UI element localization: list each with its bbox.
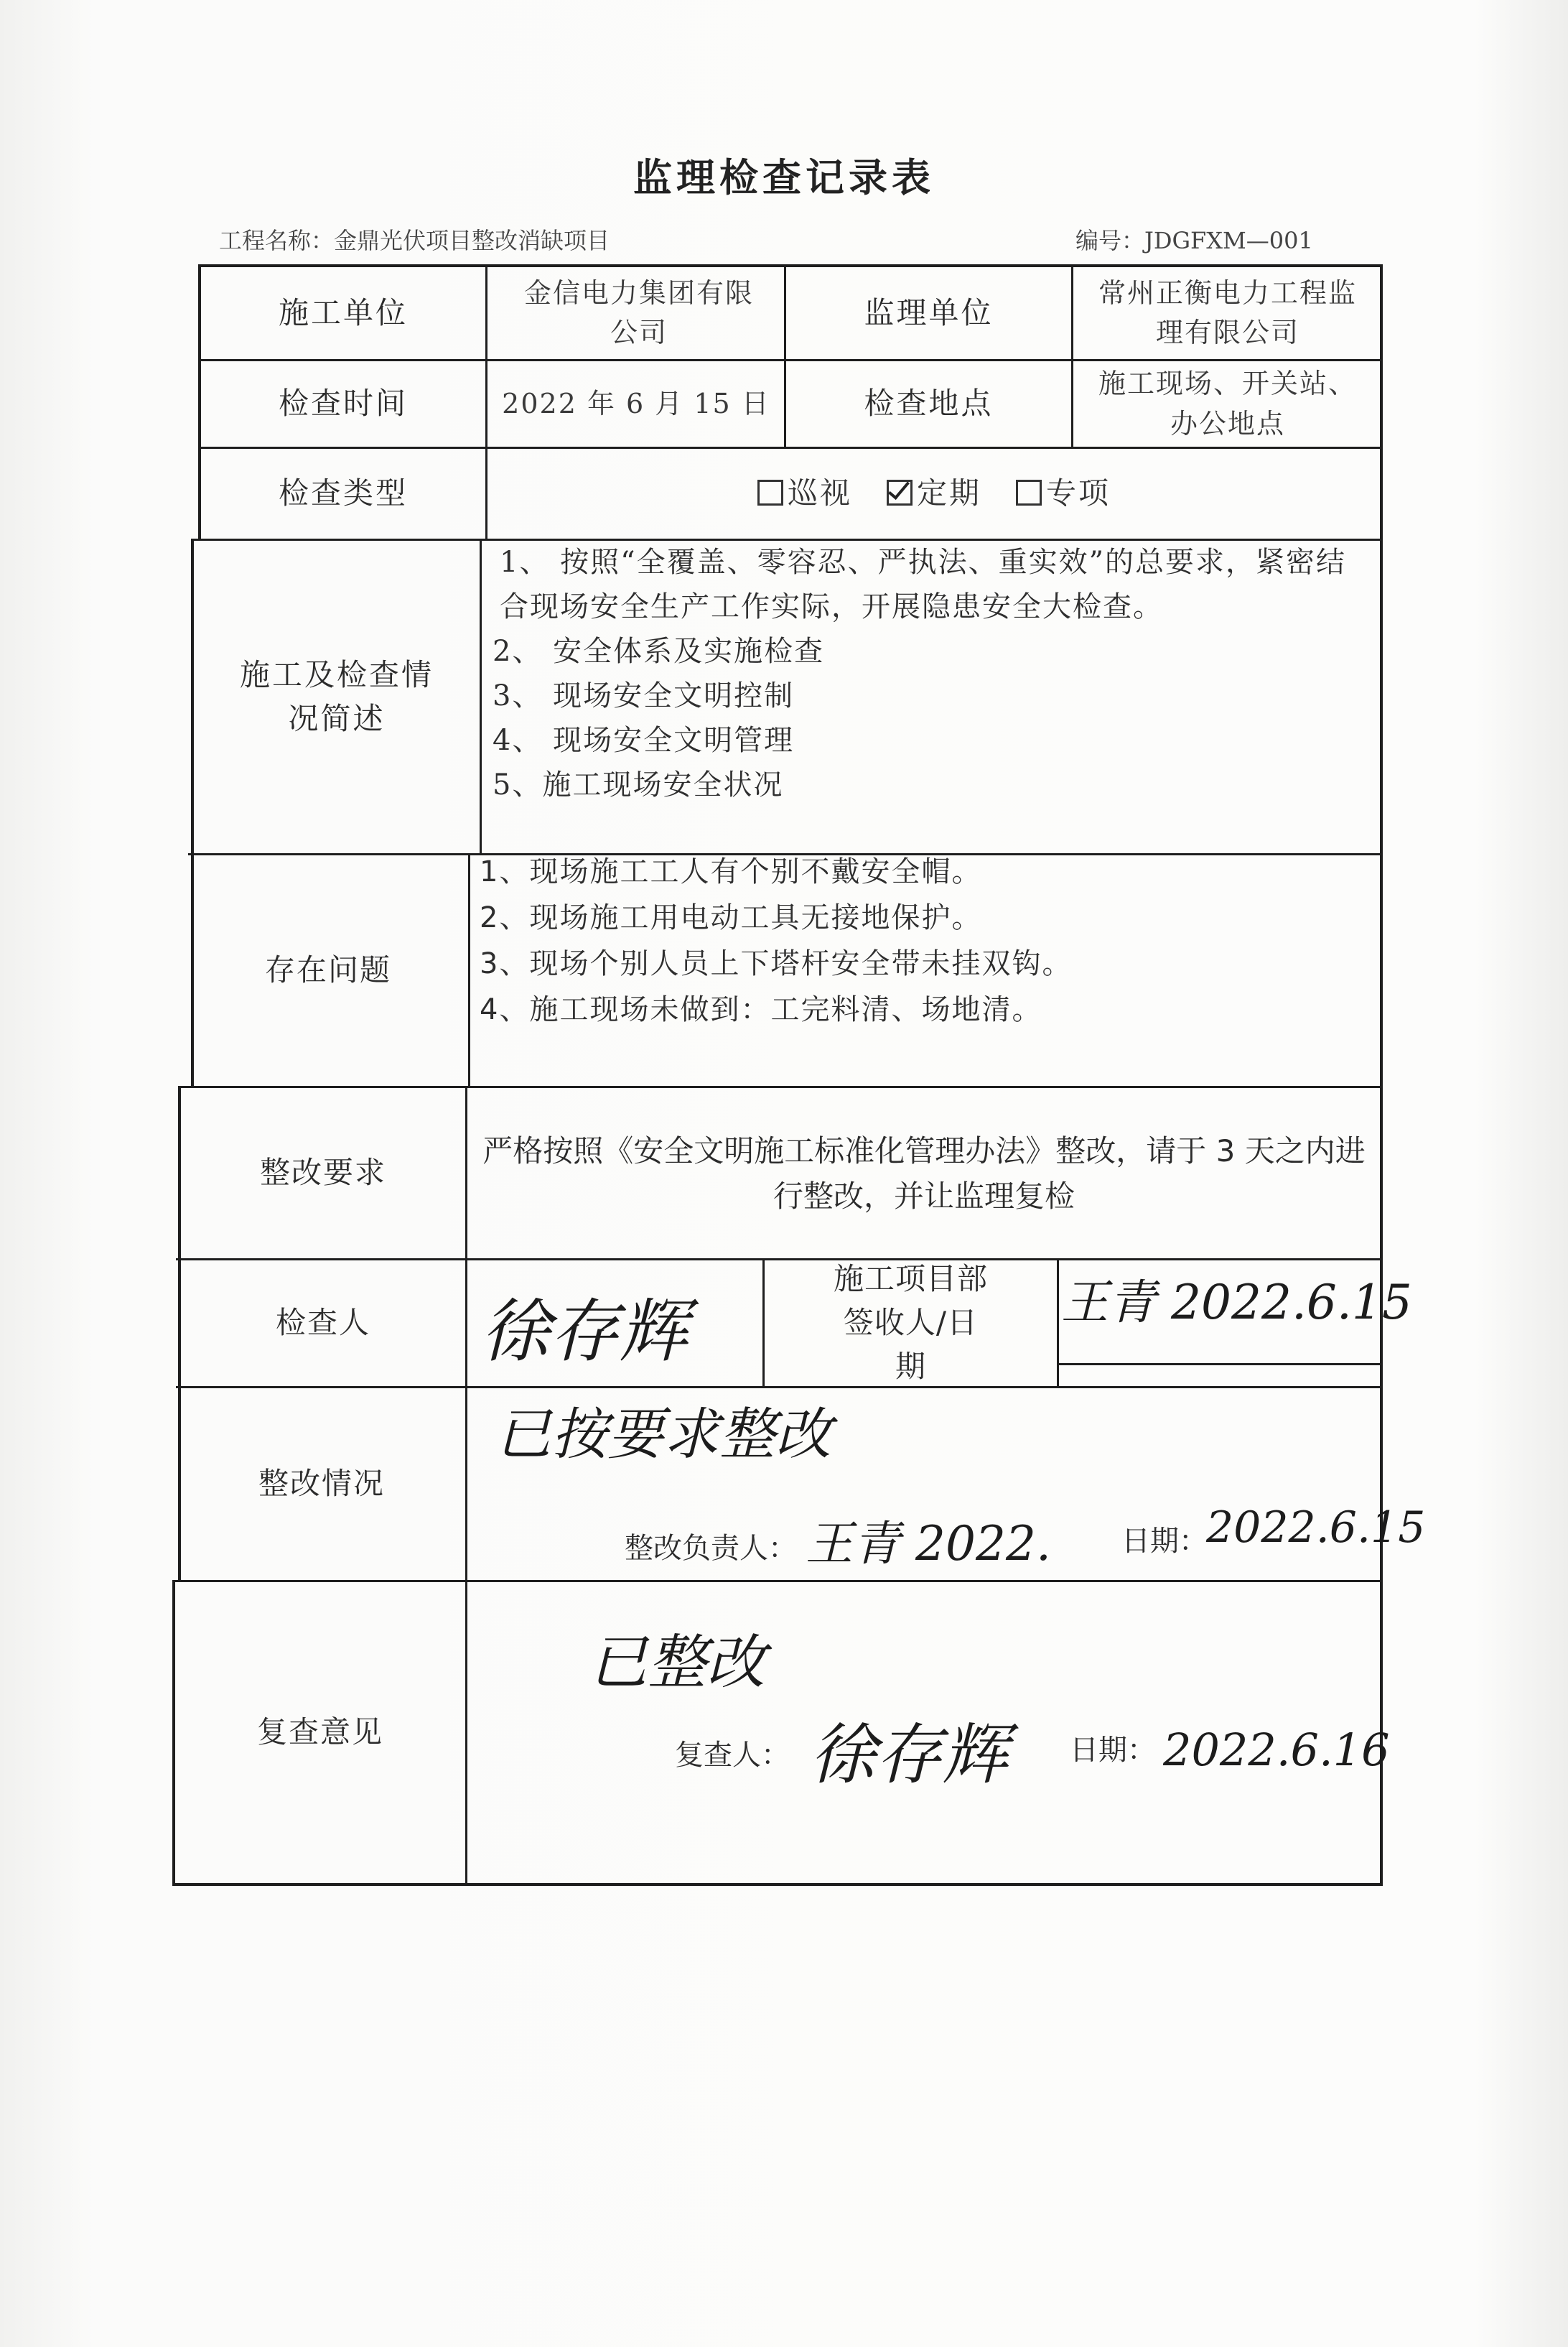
checkbox-special-icon <box>1016 480 1042 506</box>
rectify-date-value: 2022.6.15 <box>1206 1502 1426 1553</box>
summary-item: 5、施工现场安全状况 <box>493 768 784 801</box>
inspection-type-options <box>488 449 1380 539</box>
option-special: 专项 <box>1016 472 1111 516</box>
time-value: 2022 年 6 月 15 日 <box>502 387 770 419</box>
review-label: 复查意见 <box>256 1714 383 1750</box>
review-note: 已整改 <box>589 1629 765 1697</box>
problem-item: 4、施工现场未做到：工完料清、场地清。 <box>480 993 1042 1026</box>
time-label: 检查时间 <box>278 386 408 422</box>
summary-item: 3、 现场安全文明控制 <box>493 679 795 712</box>
requirement-label: 整改要求 <box>259 1155 386 1191</box>
dept-receiver-signature-date: 王青 2022.6.15 <box>1061 1275 1412 1330</box>
reviewer-label: 复查人： <box>675 1739 790 1772</box>
review-date-value: 2022.6.16 <box>1163 1724 1390 1776</box>
form-title: 监理检查记录表 <box>633 154 935 200</box>
project-name: 工程名称：金鼎光伏项目整改消缺项目 <box>219 227 610 254</box>
rectify-date-label: 日期： <box>1121 1525 1208 1558</box>
checkbox-periodic-checked-icon <box>887 480 913 506</box>
place-value: 施工现场、开关站、办公地点 <box>1098 368 1357 440</box>
checkbox-patrol-icon <box>757 480 783 506</box>
option-patrol: 巡视 <box>757 472 852 516</box>
review-date-label: 日期： <box>1070 1734 1156 1767</box>
inspector-label: 检查人 <box>275 1305 370 1341</box>
supervisor-value: 常州正衡电力工程监理有限公司 <box>1098 276 1357 348</box>
reviewer-signature: 徐存辉 <box>810 1716 1009 1793</box>
summary-list <box>493 540 1373 807</box>
problem-item: 2、现场施工用电动工具无接地保护。 <box>480 901 982 934</box>
problem-item: 1、现场施工工人有个别不戴安全帽。 <box>480 855 982 888</box>
problem-item: 3、现场个别人员上下塔杆安全带未挂双钩。 <box>480 947 1073 980</box>
contractor-label: 施工单位 <box>278 294 408 330</box>
requirement-text: 严格按照《安全文明施工标准化管理办法》整改，请于 3 天之内进行整改，并让监理复检 <box>482 1133 1366 1214</box>
contractor-value: 金信电力集团有限公司 <box>523 276 754 348</box>
problems-list <box>480 849 1370 1033</box>
summary-item: 4、 现场安全文明管理 <box>493 724 795 757</box>
summary-item: 2、 安全体系及实施检查 <box>493 635 825 668</box>
dept-receiver-label: 施工项目部签收人/日期 <box>833 1261 988 1384</box>
inspector-signature: 徐存辉 <box>481 1291 688 1372</box>
type-label: 检查类型 <box>278 475 408 511</box>
summary-label: 施工及检查情况简述 <box>239 656 434 736</box>
summary-item: 1、 按照“全覆盖、零容忍、严执法、重实效”的总要求，紧密结合现场安全生产工作实际，开展隐患安全大检查。 <box>500 546 1347 623</box>
supervisor-label: 监理单位 <box>864 294 994 330</box>
rectify-label: 整改情况 <box>258 1466 385 1502</box>
place-label: 检查地点 <box>864 386 994 422</box>
rectify-note: 已按要求整改 <box>495 1403 832 1467</box>
problems-label: 存在问题 <box>264 952 391 988</box>
serial-number: 编号：JDGFXM—001 <box>1075 227 1313 254</box>
rectify-person-label: 整改负责人： <box>625 1532 797 1565</box>
rectify-person-signature: 王青 2022. <box>806 1516 1051 1571</box>
option-periodic: 定期 <box>887 472 981 516</box>
